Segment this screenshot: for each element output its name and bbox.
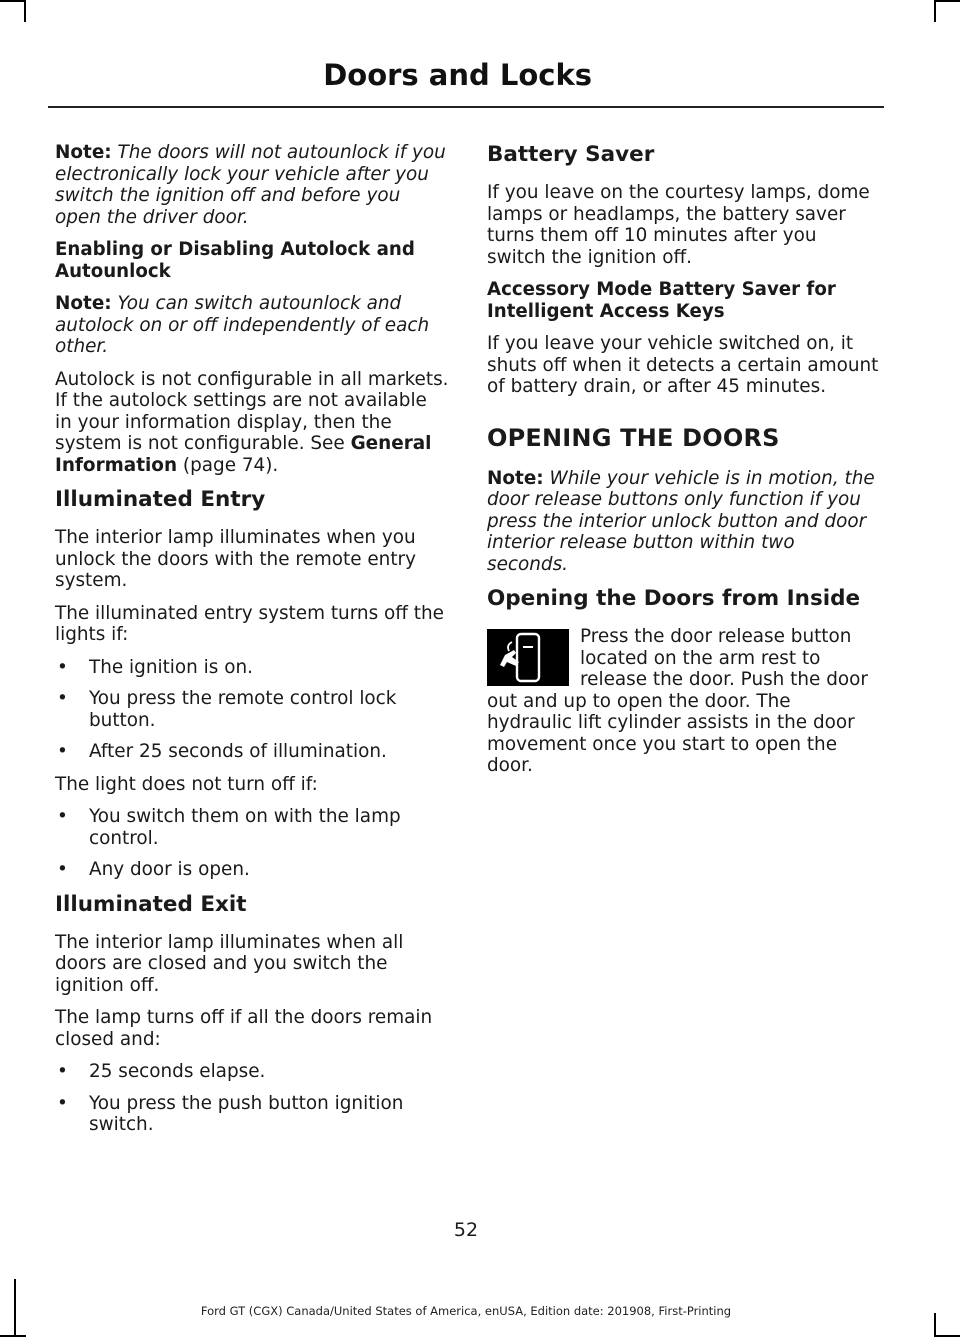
opening-doors-heading: OPENING THE DOORS [487,423,780,452]
list-item: • Any door is open. [55,859,449,881]
footer-edition-info: Ford GT (CGX) Canada/United States of America, enUSA, Edition date: 201908, First-Printing [200,1304,732,1318]
note-independent [55,293,449,358]
exit-conditions-list [55,1061,449,1136]
crop-mark [934,0,960,2]
opening-inside-heading: Opening the Doors from Inside [487,586,861,611]
header-divider [48,106,884,108]
page-title: Doors and Locks [323,58,592,92]
opening-inside-block [487,626,881,777]
entry-paragraph-3: The light does not turn off if: [55,773,318,795]
illuminated-exit-heading: Illuminated Exit [55,891,247,917]
entry-exceptions-list [55,806,449,881]
entry-paragraph-2: The illuminated entry system turns off the lights if: [55,602,444,645]
exit-paragraph-1: The interior lamp illuminates when all doors are closed and you switch the ignition off. [55,931,404,996]
opening-inside-paragraph: Press the door release button located on the arm rest to release the door. Push the door out and up to open the door. The hydraulic lift cylinder assists in the door movement once you start to open the door. [487,626,868,776]
accessory-mode-heading: Accessory Mode Battery Saver for Intelligent Access Keys [487,279,836,322]
right-column [487,142,881,788]
enable-autolock-heading: Enabling or Disabling Autolock and Autounlock [55,239,415,282]
door-release-button-icon [487,629,569,686]
battery-saver-heading: Battery Saver [487,142,655,167]
door-release-button-icon [487,629,569,686]
crop-mark [0,0,26,2]
crop-mark [934,1313,936,1337]
note-text: While your vehicle is in motion, the door release buttons only function if you press the interior unlock button and door interior release button within two seconds. [487,467,875,575]
note-label: Note: [55,142,112,163]
note-motion [487,468,881,576]
list-item: • You press the push button ignition switch. [55,1093,449,1136]
page-reference: (page 74). [182,454,279,476]
left-column [55,142,449,1147]
battery-saver-paragraph: If you leave on the courtesy lamps, dome lamps or headlamps, the battery saver turns them off 10 minutes after you switch the ignition off. [487,182,870,268]
note-text: The doors will not autounlock if you electronically lock your vehicle after you switch the ignition off and before you open the driver door. [55,142,446,228]
list-item: • The ignition is on. [55,657,449,679]
list-item: • 25 seconds elapse. [55,1061,449,1083]
list-item: • After 25 seconds of illumination. [55,741,449,763]
crop-mark [934,0,936,22]
illuminated-entry-heading: Illuminated Entry [55,487,266,512]
exit-paragraph-2: The lamp turns off if all the doors remain closed and: [55,1007,433,1050]
page-number: 52 [453,1219,479,1241]
crop-mark [24,0,26,22]
note-label: Note: [487,467,544,489]
entry-conditions-list [55,657,449,763]
accessory-mode-paragraph: If you leave your vehicle switched on, it shuts off when it detects a certain amount of battery drain, or after 45 minutes. [487,333,879,397]
note-label: Note: [55,293,112,314]
list-item: • You press the remote control lock button. [55,688,449,731]
entry-paragraph-1: The interior lamp illuminates when you unlock the doors with the remote entry system. [55,527,416,591]
note-autounlock [55,142,449,228]
general-information-link[interactable]: General Information [55,433,432,476]
list-item: • You switch them on with the lamp control. [55,806,449,849]
autolock-text: Autolock is not configurable in all markets. If the autolock settings are not available in your information display, then the system is not configurable. See [55,368,449,454]
note-text: You can switch autounlock and autolock on or off independently of each other. [55,293,430,357]
autolock-config-paragraph [55,369,449,477]
